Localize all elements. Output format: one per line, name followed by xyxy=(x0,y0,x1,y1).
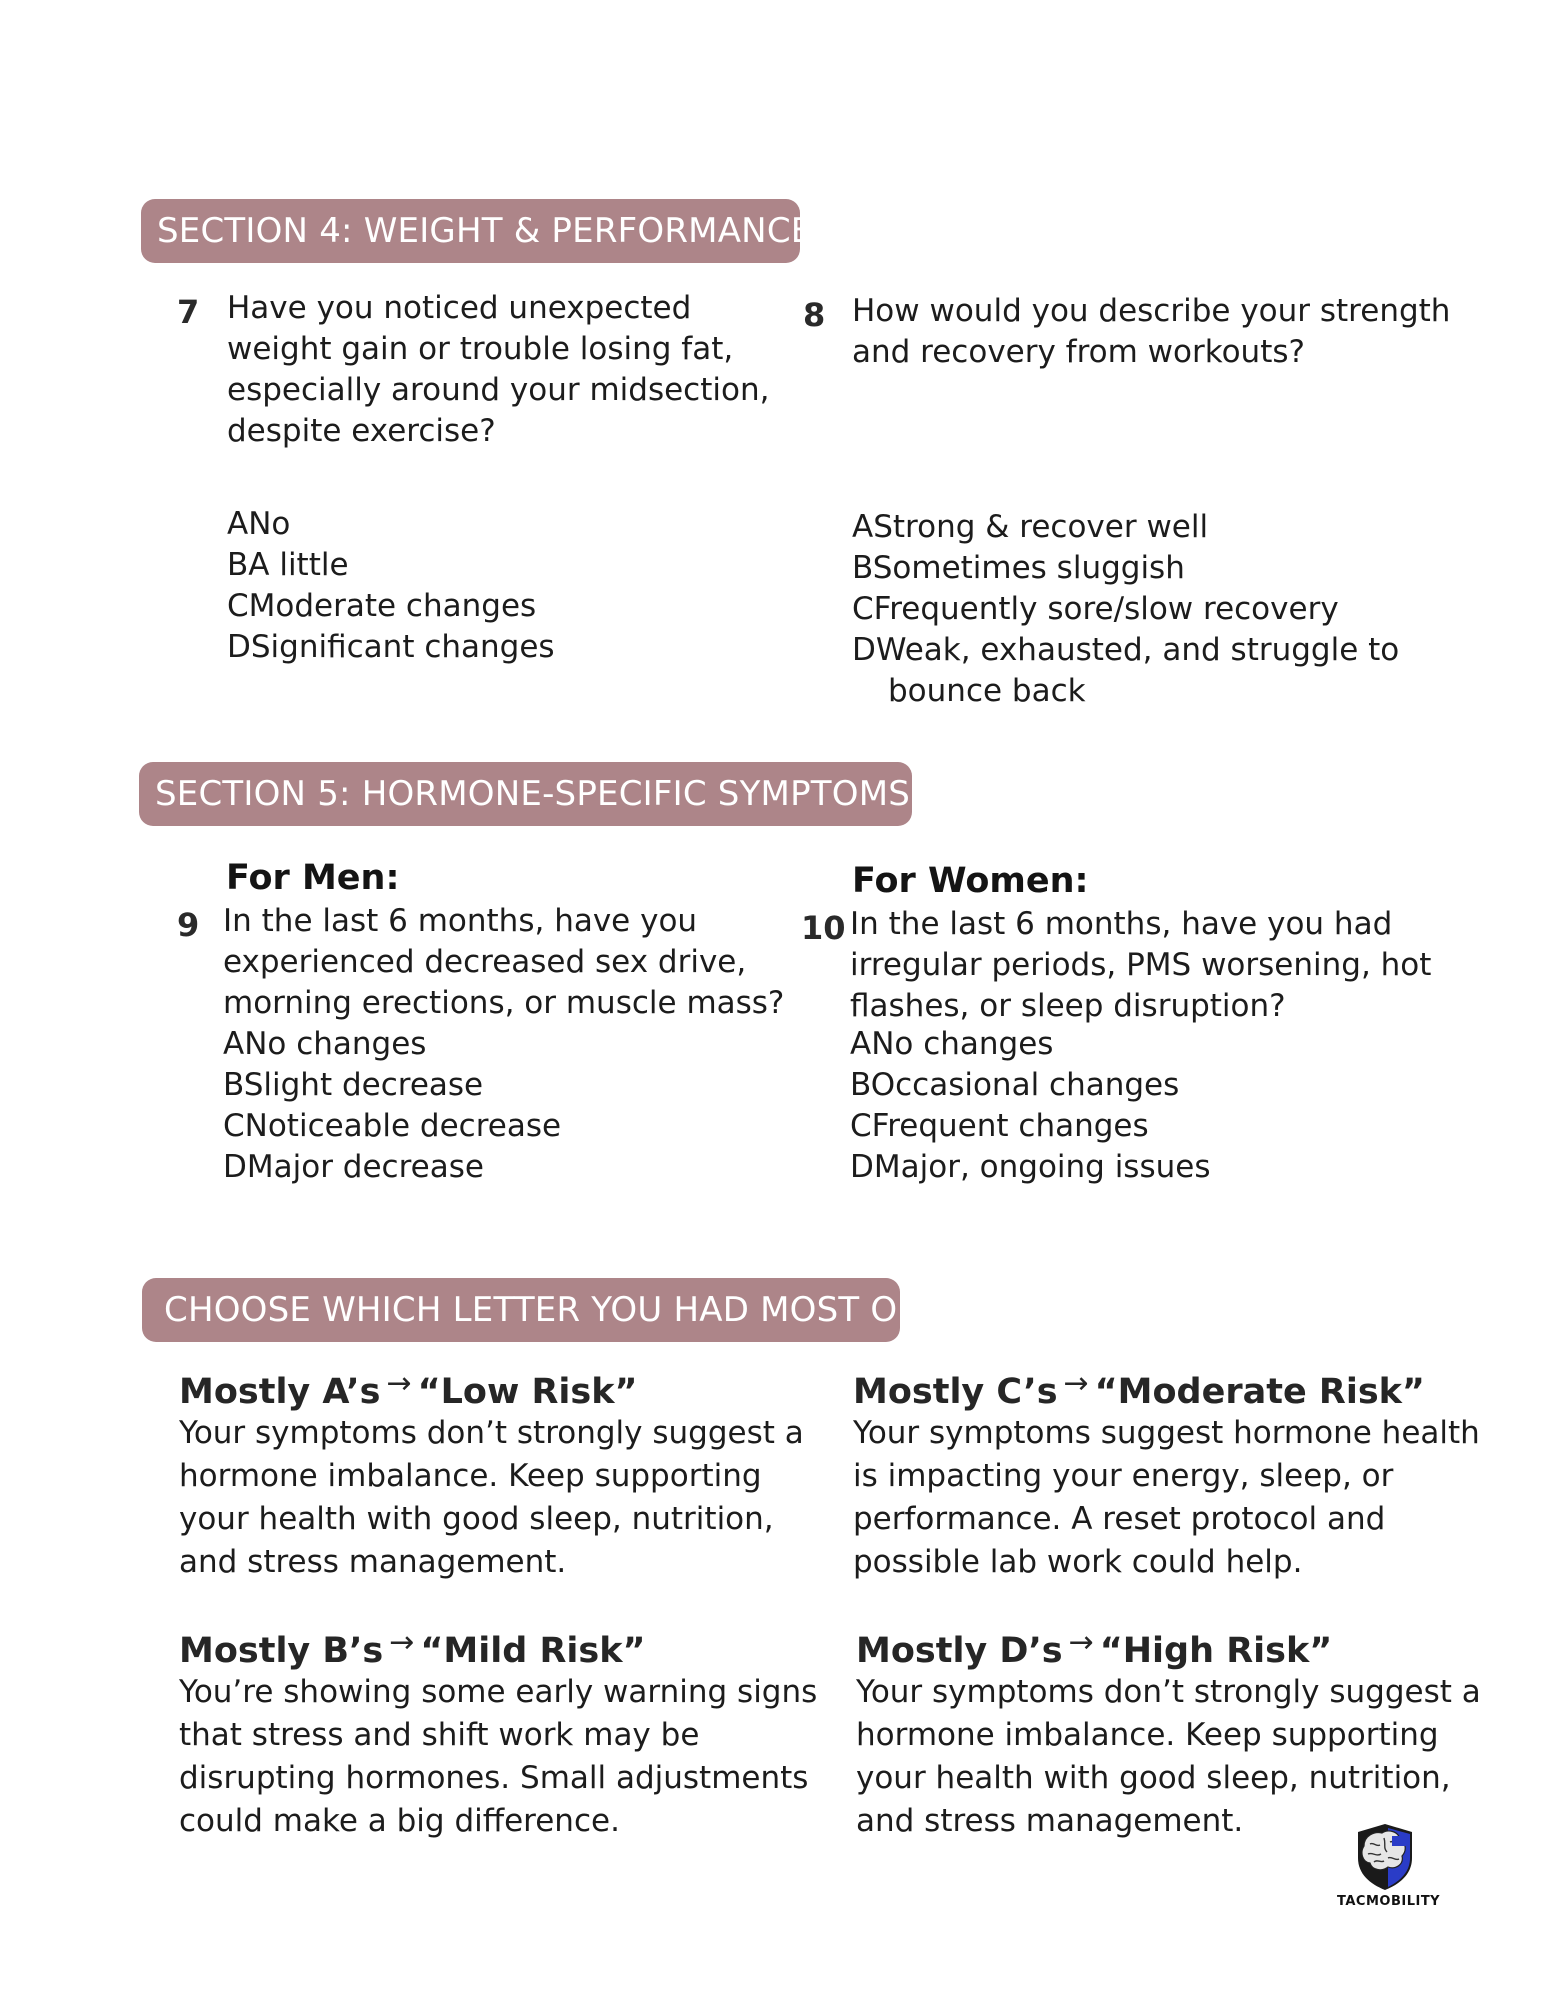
result-c-risk: “Moderate Risk” xyxy=(1094,1372,1425,1412)
result-b-risk: “Mild Risk” xyxy=(420,1631,646,1671)
q9-option-b[interactable]: BSlight decrease xyxy=(223,1067,484,1103)
q8-option-a[interactable]: AStrong & recover well xyxy=(852,509,1209,545)
result-d-text: Your symptoms don’t strongly suggest a hormone imbalance. Keep supporting your health with good sleep, nutrition, and stress management. xyxy=(856,1674,1481,1839)
question-7-text: Have you noticed unexpected weight gain or trouble losing fat, especially around your midsection, despite exercise? xyxy=(227,290,770,449)
q9-option-d[interactable]: DMajor decrease xyxy=(223,1149,484,1185)
question-10-text: In the last 6 months, have you had irregular periods, PMS worsening, hot flashes, or sleep disruption? xyxy=(850,906,1432,1024)
q7-option-a[interactable]: ANo xyxy=(227,506,291,542)
result-d-heading xyxy=(856,1625,1333,1671)
brain-shield-icon xyxy=(1350,1820,1420,1892)
for-men-heading: For Men: xyxy=(226,858,400,898)
result-b-text: You’re showing some early warning signs that stress and shift work may be disrupting hormones. Small adjustments could make a big difference. xyxy=(179,1674,818,1839)
q10-option-b[interactable]: BOccasional changes xyxy=(850,1067,1180,1103)
arrow-icon: → xyxy=(386,1366,412,1401)
q9-option-a[interactable]: ANo changes xyxy=(223,1026,427,1062)
results-title: CHOOSE WHICH LETTER YOU HAD MOST OF xyxy=(164,1290,918,1330)
q10-option-d[interactable]: DMajor, ongoing issues xyxy=(850,1149,1211,1185)
q7-option-b[interactable]: BA little xyxy=(227,547,349,583)
q7-option-d[interactable]: DSignificant changes xyxy=(227,629,555,665)
question-9-number: 9 xyxy=(177,906,200,944)
result-b-heading xyxy=(179,1625,646,1671)
result-a-label: Mostly A’s xyxy=(179,1372,381,1412)
result-a-risk: “Low Risk” xyxy=(417,1372,638,1412)
results-banner xyxy=(142,1278,918,1342)
section-5-banner xyxy=(139,762,912,826)
section-5-title: SECTION 5: HORMONE-SPECIFIC SYMPTOMS xyxy=(155,774,911,814)
q7-option-c[interactable]: CModerate changes xyxy=(227,588,537,624)
question-7-number: 7 xyxy=(177,293,200,331)
section-4-title: SECTION 4: WEIGHT & PERFORMANCE xyxy=(157,211,813,251)
result-b-label: Mostly B’s xyxy=(179,1631,384,1671)
result-a-text: Your symptoms don’t strongly suggest a hormone imbalance. Keep supporting your health with good sleep, nutrition, and stress management. xyxy=(179,1415,804,1580)
q9-option-c[interactable]: CNoticeable decrease xyxy=(223,1108,562,1144)
arrow-icon: → xyxy=(389,1625,415,1660)
q8-option-d[interactable]: DWeak, exhausted, and struggle to bounce back xyxy=(852,632,1400,709)
question-8-text: How would you describe your strength and recovery from workouts? xyxy=(852,293,1451,370)
result-d-label: Mostly D’s xyxy=(856,1631,1063,1671)
question-8-number: 8 xyxy=(803,296,826,334)
section-4-banner xyxy=(141,199,813,263)
question-9-text: In the last 6 months, have you experienced decreased sex drive, morning erections, or muscle mass? xyxy=(223,903,785,1021)
q10-option-c[interactable]: CFrequent changes xyxy=(850,1108,1149,1144)
result-c-label: Mostly C’s xyxy=(853,1372,1058,1412)
q10-option-a[interactable]: ANo changes xyxy=(850,1026,1054,1062)
question-8-options xyxy=(852,507,1442,712)
logo-text: TACMOBILITY xyxy=(1337,1894,1441,1909)
result-d-risk: “High Risk” xyxy=(1099,1631,1333,1671)
question-9-options xyxy=(223,1024,783,1188)
question-7-options xyxy=(227,504,767,668)
for-women-heading: For Women: xyxy=(852,861,1089,901)
question-10-options xyxy=(850,1024,1410,1188)
result-a-heading xyxy=(179,1366,638,1412)
q8-option-b[interactable]: BSometimes sluggish xyxy=(852,550,1185,586)
result-c-heading xyxy=(853,1366,1425,1412)
question-10-number: 10 xyxy=(801,909,846,947)
result-c-text: Your symptoms suggest hormone health is impacting your energy, sleep, or performance. A reset protocol and possible lab work could help. xyxy=(853,1415,1480,1580)
q8-option-c[interactable]: CFrequently sore/slow recovery xyxy=(852,591,1339,627)
tacmobility-logo xyxy=(1350,1820,1420,1892)
arrow-icon: → xyxy=(1063,1366,1089,1401)
arrow-icon: → xyxy=(1068,1625,1094,1660)
